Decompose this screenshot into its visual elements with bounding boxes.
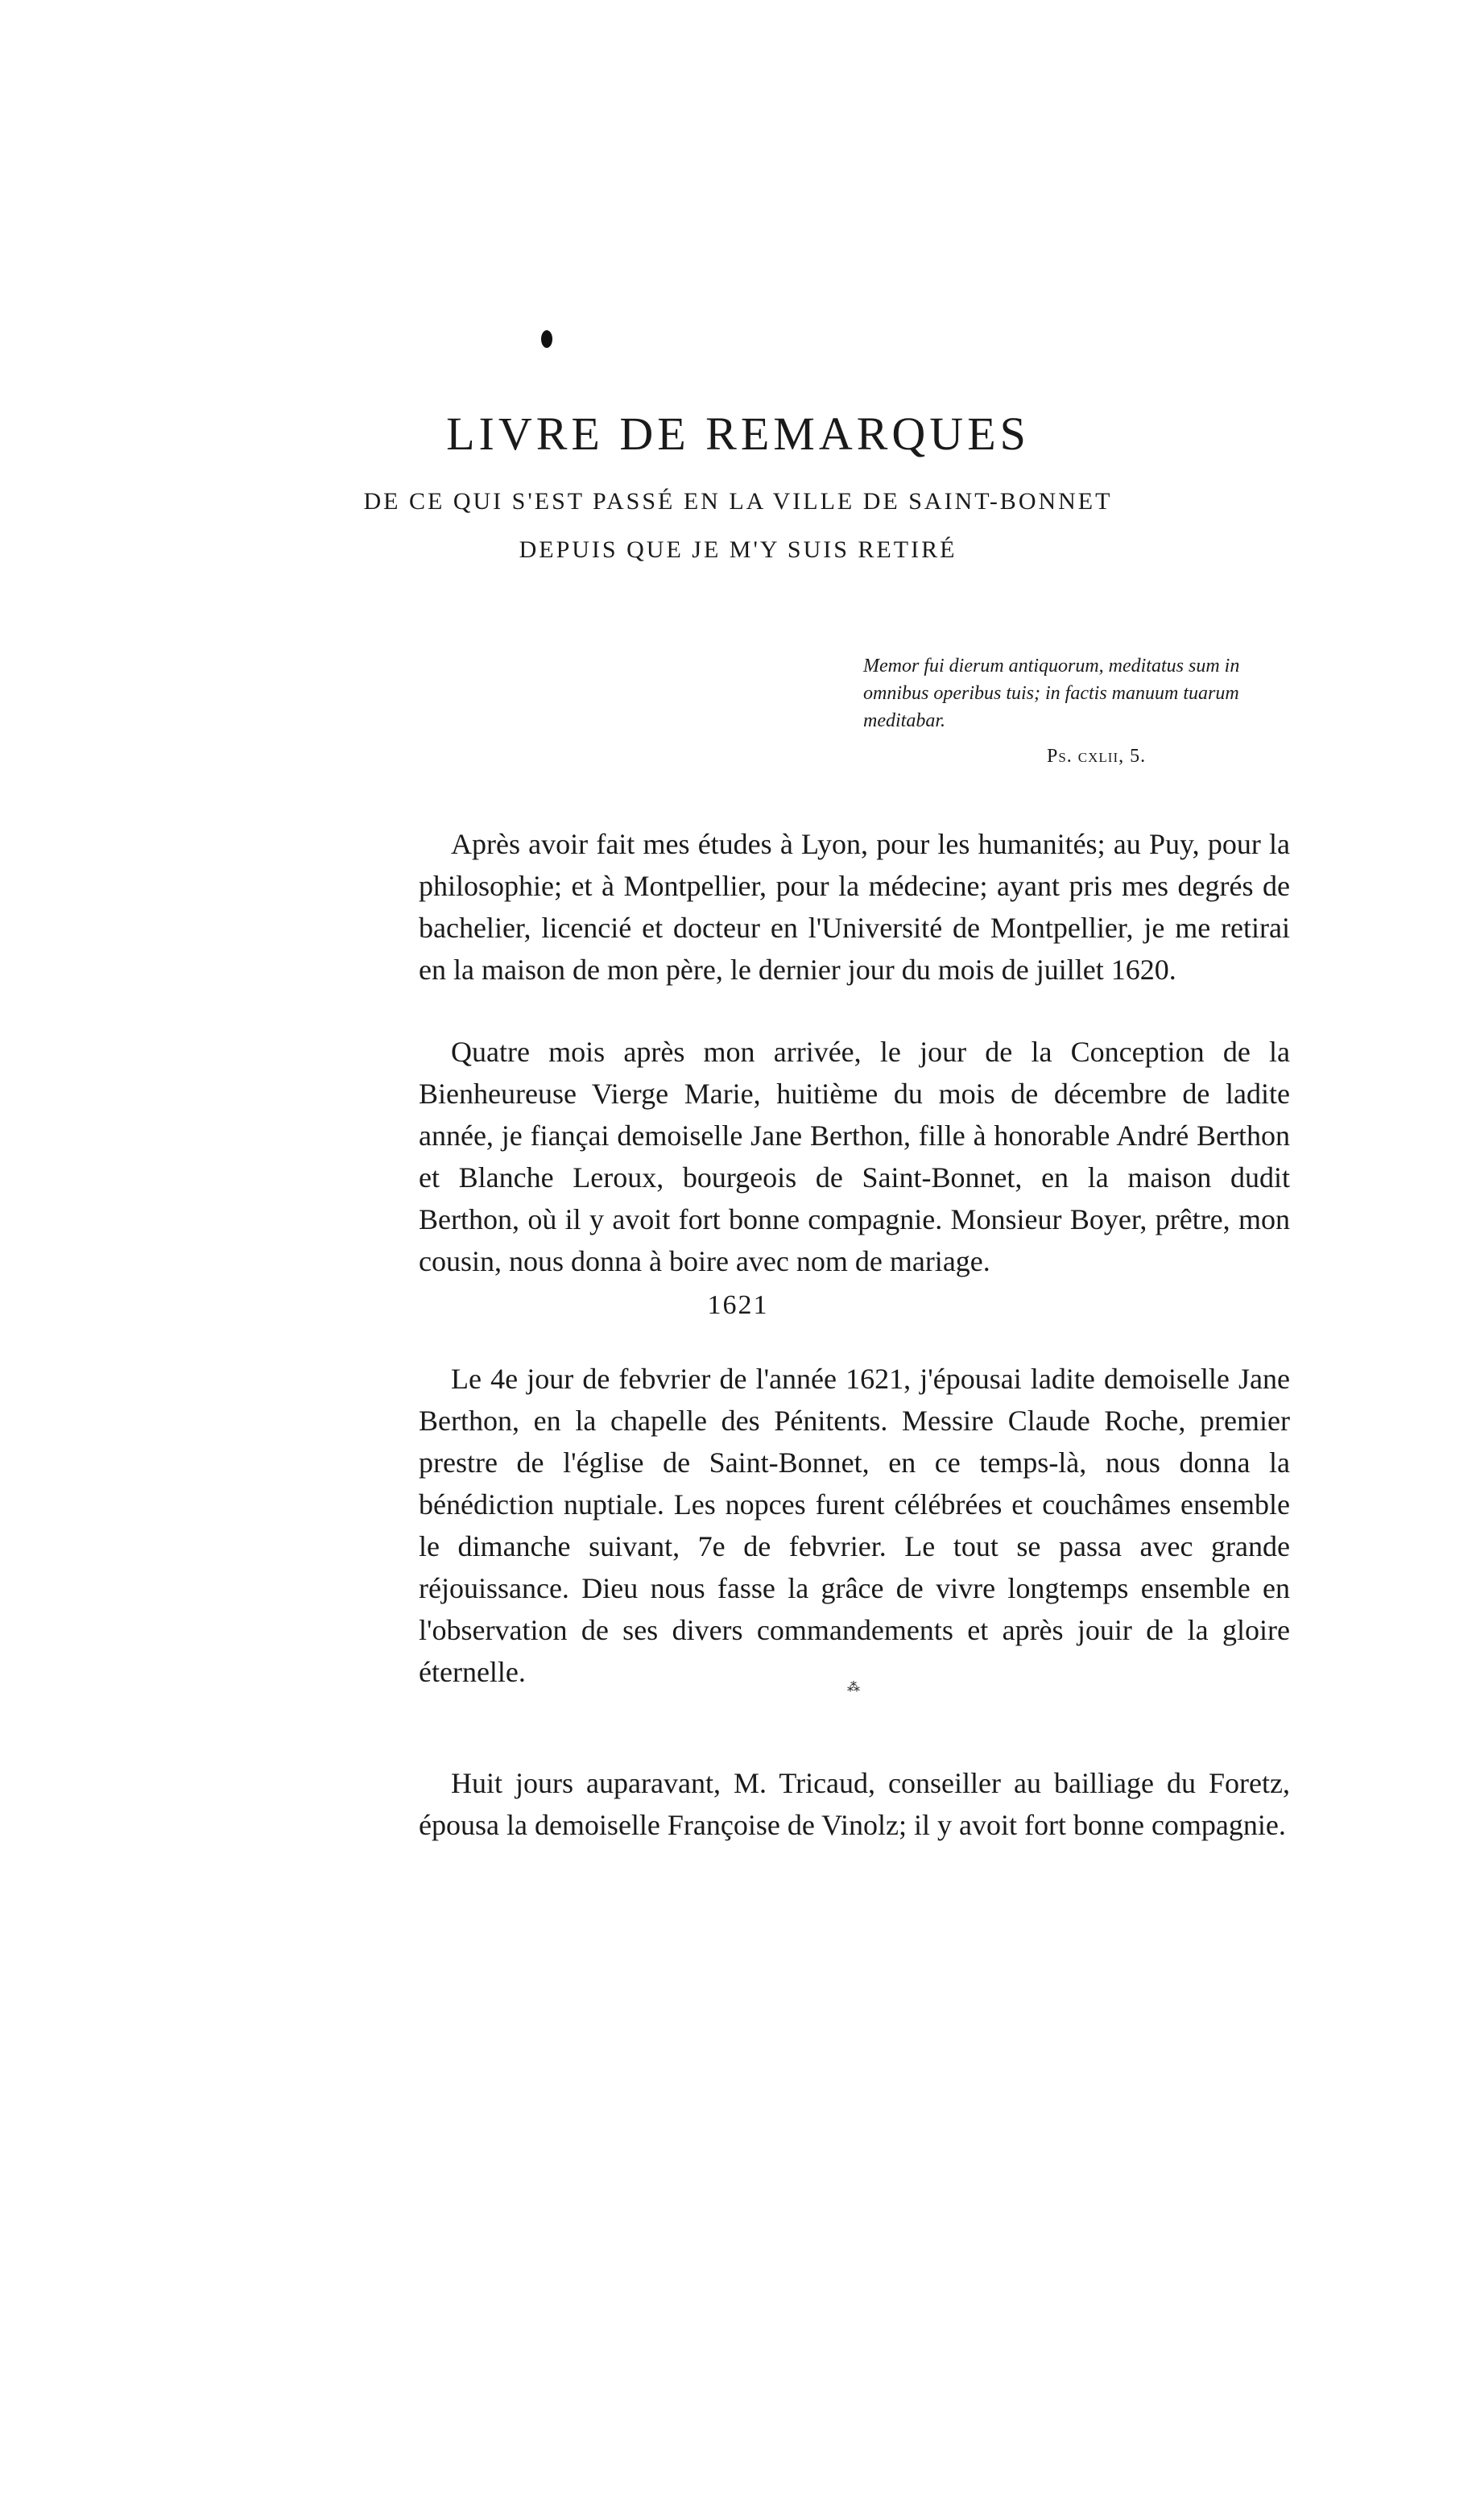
paragraph-3: Le 4e jour de febvrier de l'année 1621, j'épousai ladite demoiselle Jane Berthon, en la chapelle des Pénitents. Messire Claude Roche, premier prestre de l'église de Saint-Bonnet, en ce temps-là, nous donna la bénédiction nuptiale. Les nopces furent célébrées et couchâmes ensemble le dimanche suivant, 7e de febvrier. Le tout se passa avec grande réjouissance. Dieu nous fasse la grâce de vivre longtemps ensemble en l'observation de ses divers commandements et après jouir de la gloire éternelle. <box>419 1363 1290 1688</box>
year-heading: 1621 <box>707 1290 769 1320</box>
page-title: LIVRE DE REMARQUES <box>446 408 1030 460</box>
epigraph-text: Memor fui dierum antiquorum, meditatus sum in omnibus operibus tuis; in factis manuum tuarum meditabar. <box>863 656 1240 731</box>
epigraph-source-text: Ps. cxlii, 5. <box>1047 746 1147 767</box>
paragraph-2: Quatre mois après mon arrivée, le jour de la Conception de la Bienheureuse Vierge Marie, huitième du mois de décembre de ladite année, je fiançai demoiselle Jane Berthon, fille à honorable André Berthon et Blanche Leroux, bourgeois de Saint-Bonnet, en la maison dudit Berthon, où il y avoit fort bonne compagnie. Monsieur Boyer, prêtre, mon cousin, nous donna à boire avec nom de mariage. <box>419 1036 1290 1277</box>
subtitle-line-1: DE CE QUI S'EST PASSÉ EN LA VILLE DE SAINT-BONNET <box>363 488 1113 515</box>
bullet-mark <box>541 330 552 348</box>
paragraph-1: Après avoir fait mes études à Lyon, pour les humanités; au Puy, pour la philosophie; et à Montpellier, pour la médecine; ayant pris mes degrés de bachelier, licencié et docteur en l'Université de Montpellier, je me retirai en la maison de mon père, le dernier jour du mois de juillet 1620. <box>419 828 1290 986</box>
subtitle-line-2: DEPUIS QUE JE M'Y SUIS RETIRÉ <box>519 536 957 563</box>
paragraph-4: Huit jours auparavant, M. Tricaud, conseiller au bailliage du Foretz, épousa la demoiselle Françoise de Vinolz; il y avoit fort bonne compagnie. <box>419 1767 1290 1841</box>
epigraph-source <box>1047 746 1146 768</box>
asterism-divider: ⁂ <box>847 1681 860 1694</box>
